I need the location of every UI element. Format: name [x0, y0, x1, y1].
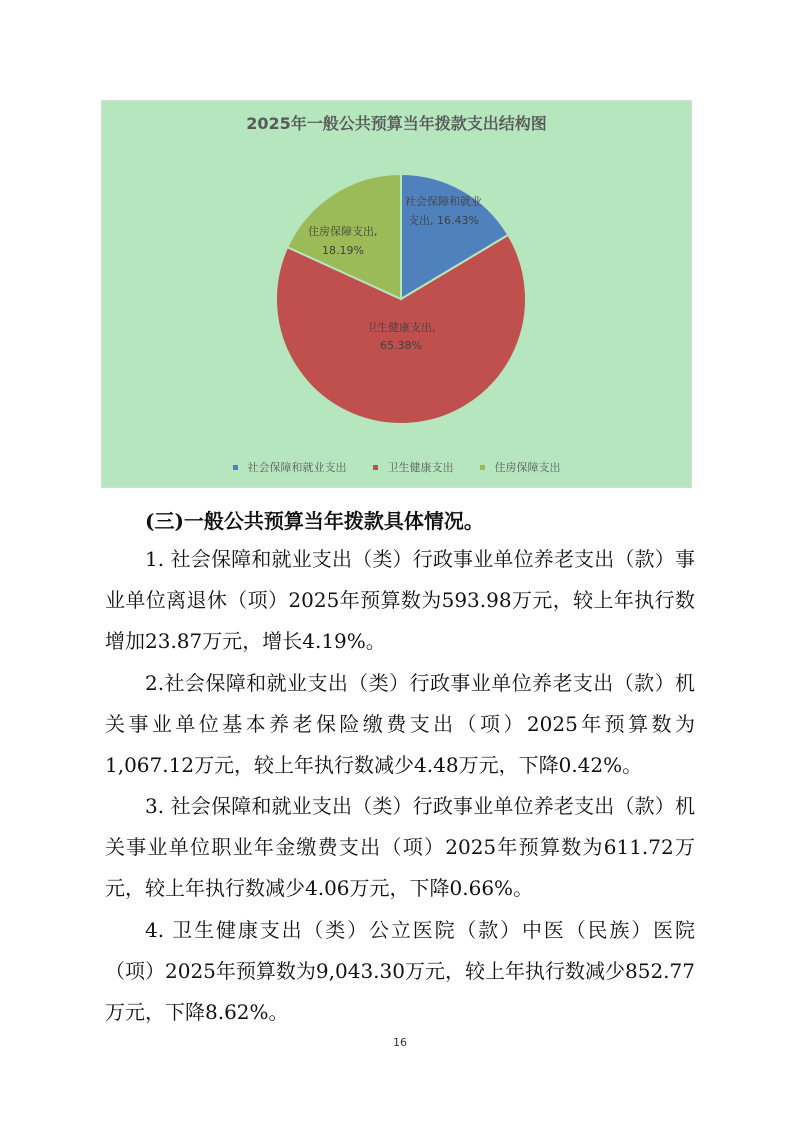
paragraph-text: 1. 社会保障和就业支出（类）行政事业单位养老支出（款）事业单位离退休（项）2025年预算数为593.98万元，较上年执行数增加23.87万元，增长4.19%。: [105, 547, 695, 653]
legend-item-housing: [480, 459, 561, 475]
section-heading: (三)一般公共预算当年拨款具体情况。: [145, 509, 484, 533]
slice-label-health-line2: 65.38%: [380, 339, 422, 352]
chart-title: 2025年一般公共预算当年拨款支出结构图: [246, 114, 547, 133]
paragraph-text: 2.社会保障和就业支出（类）行政事业单位养老支出（款）机关事业单位基本养老保险缴费支出（项）2025年预算数为1,067.12万元，较上年执行数减少4.48万元，下降0.42%。: [105, 671, 695, 777]
paragraph-text: 4. 卫生健康支出（类）公立医院（款）中医（民族）医院（项）2025年预算数为9,043.30万元，较上年执行数减少852.77万元，下降8.62%。: [105, 918, 695, 1024]
pie-chart: [101, 100, 692, 488]
paragraph-item-2: [105, 663, 695, 786]
page-number: 16: [393, 1036, 407, 1049]
slice-label-health-line1: 卫生健康支出,: [366, 321, 436, 334]
slice-label-social-line1: 社会保障和就业: [405, 195, 482, 208]
paragraph-item-4: [105, 910, 695, 1033]
legend-item-health: [373, 459, 454, 475]
legend-label: 住房保障支出: [494, 461, 561, 474]
legend-swatch-red-icon: [373, 465, 378, 470]
paragraph-text: 3. 社会保障和就业支出（类）行政事业单位养老支出（款）机关事业单位职业年金缴费支出（项）2025年预算数为611.72万元，较上年执行数减少4.06万元，下降0.66%。: [105, 794, 695, 900]
legend-label: 社会保障和就业支出: [247, 461, 347, 474]
legend-swatch-green-icon: [480, 465, 485, 470]
legend-label: 卫生健康支出: [387, 461, 454, 474]
legend-item-social-security: [233, 459, 347, 475]
slice-label-social-line2: 支出, 16.43%: [408, 214, 479, 227]
paragraph-item-3: [105, 786, 695, 909]
pie-plot: [102, 101, 693, 489]
slice-label-housing-line2: 18.19%: [322, 244, 364, 257]
legend-swatch-blue-icon: [233, 465, 238, 470]
paragraph-item-1: [105, 539, 695, 662]
slice-label-housing-line1: 住房保障支出,: [308, 225, 378, 238]
chart-legend: [102, 459, 691, 475]
